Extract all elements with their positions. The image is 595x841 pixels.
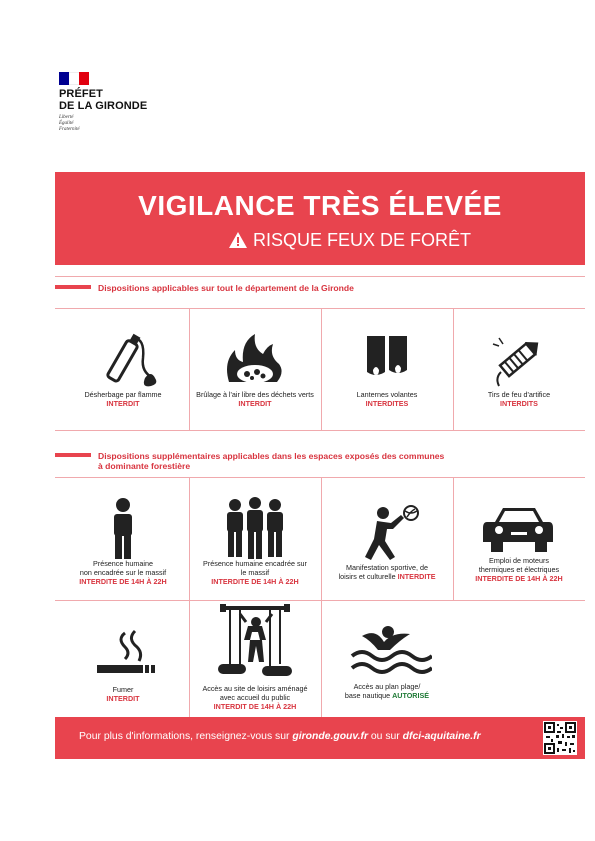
rule-smoking [57, 625, 189, 703]
rule-label-line2: thermiques et électriques [478, 565, 560, 574]
car-engine-icon [479, 500, 559, 556]
section1-heading: Dispositions applicables sur tout le département de la Gironde [98, 283, 354, 293]
rule-status-allowed: AUTORISÉ [392, 691, 430, 700]
banner-subtitle [55, 230, 585, 251]
flame-weeder-icon [83, 330, 163, 390]
motto-egalite: Égalité [59, 121, 74, 126]
sport-event-icon [347, 503, 427, 563]
rule-leisure-site [189, 604, 321, 711]
warning-icon [229, 232, 247, 248]
rule-label: Lanternes volantes [356, 390, 418, 399]
motto-liberte: Liberté [59, 115, 74, 120]
rule-label [189, 390, 321, 408]
rule-status: INTERDIT [106, 399, 140, 408]
qr-code-icon[interactable] [543, 721, 577, 755]
divider [55, 430, 585, 431]
rule-status: INTERDIT [238, 399, 272, 408]
rule-label-line2 [321, 691, 453, 700]
rule-label: Tirs de feu d'artifice [487, 390, 551, 399]
rule-label-text: base nautique [344, 691, 391, 700]
rule-sky-lanterns [321, 330, 453, 408]
section2-heading-line1: Dispositions supplémentaires applicables dans les espaces exposés des communes [98, 451, 445, 461]
rule-engines [453, 500, 585, 583]
divider [55, 308, 585, 309]
rule-green-waste [189, 330, 321, 408]
rule-label-text: loisirs et culturelle [338, 572, 396, 581]
section1-marker [55, 285, 91, 289]
banner-title: VIGILANCE TRÈS ÉLEVÉE [138, 190, 502, 221]
section2-heading [98, 451, 518, 471]
section2-heading-line2: à dominante forestière [98, 461, 191, 471]
rule-status: INTERDITE DE 14H À 22H [79, 577, 167, 586]
group-people-icon [215, 497, 295, 559]
rule-label-line1: Manifestation sportive, de [346, 563, 428, 572]
rule-status: INTERDIT DE 14H À 22H [213, 702, 297, 711]
vigilance-banner [55, 172, 585, 265]
rule-label-text: Brûlage à l'air libre des déchets verts [196, 390, 314, 399]
rule-status: INTERDITE DE 14H À 22H [211, 577, 299, 586]
info-footer [55, 717, 585, 759]
motto-fraternite: Fraternité [59, 127, 80, 132]
footer-middle: ou sur [370, 731, 400, 742]
rule-status: INTERDITE [397, 572, 436, 581]
rule-sport-event [321, 503, 453, 581]
rule-label-line1: Emploi de moteurs [489, 556, 549, 565]
divider [55, 600, 585, 601]
single-person-icon [83, 497, 163, 559]
banner-subtitle-text: RISQUE FEUX DE FORÊT [252, 230, 472, 250]
ropes-course-icon [210, 604, 300, 684]
link-gironde-gouv[interactable]: gironde.gouv.fr [292, 731, 368, 742]
rule-label-line2: non encadrée sur le massif [79, 568, 167, 577]
prefecture-logo [59, 72, 147, 133]
logo-title-line2: DE LA GIRONDE [59, 100, 148, 112]
rule-fireworks [453, 330, 585, 408]
french-flag-icon [59, 72, 89, 85]
footer-prefix: Pour plus d'informations, renseignez-vous sur [79, 731, 290, 742]
footer-text [79, 731, 481, 742]
rule-flame-weeding [57, 330, 189, 408]
rule-status: INTERDIT [106, 694, 140, 703]
qr-code-pattern [543, 721, 577, 755]
rule-beach-access [321, 622, 453, 700]
green-waste-burning-icon [215, 330, 295, 390]
rule-status: INTERDITE DE 14H À 22H [475, 574, 563, 583]
swimmer-icon [342, 622, 432, 682]
sky-lanterns-icon [347, 330, 427, 390]
motto [59, 115, 147, 133]
divider [55, 276, 585, 277]
rule-unsupervised-presence [57, 497, 189, 586]
link-dfci-aquitaine[interactable]: dfci-aquitaine.fr [402, 731, 481, 742]
section2-marker [55, 453, 91, 457]
rule-label-line1: Accès au site de loisirs aménagé [202, 684, 308, 693]
rule-label: Désherbage par flamme [84, 390, 162, 399]
rule-label-line2: le massif [240, 568, 270, 577]
rule-supervised-presence [189, 497, 321, 586]
rule-label-line1: Présence humaine encadrée sur [203, 559, 307, 568]
divider [55, 477, 585, 478]
rule-label-line2: avec accueil du public [219, 693, 291, 702]
firework-rocket-icon [479, 330, 559, 390]
rule-label-line1: Accès au plan plage/ [353, 682, 421, 691]
rule-status: INTERDITES [365, 399, 409, 408]
smoking-icon [83, 625, 163, 685]
rule-label-line1: Fumer [112, 685, 134, 694]
logo-title-line1: PRÉFET [59, 88, 103, 100]
rule-label-line1: Présence humaine [93, 559, 153, 568]
rule-status: INTERDITS [500, 399, 538, 408]
rule-label-line2 [321, 572, 453, 581]
